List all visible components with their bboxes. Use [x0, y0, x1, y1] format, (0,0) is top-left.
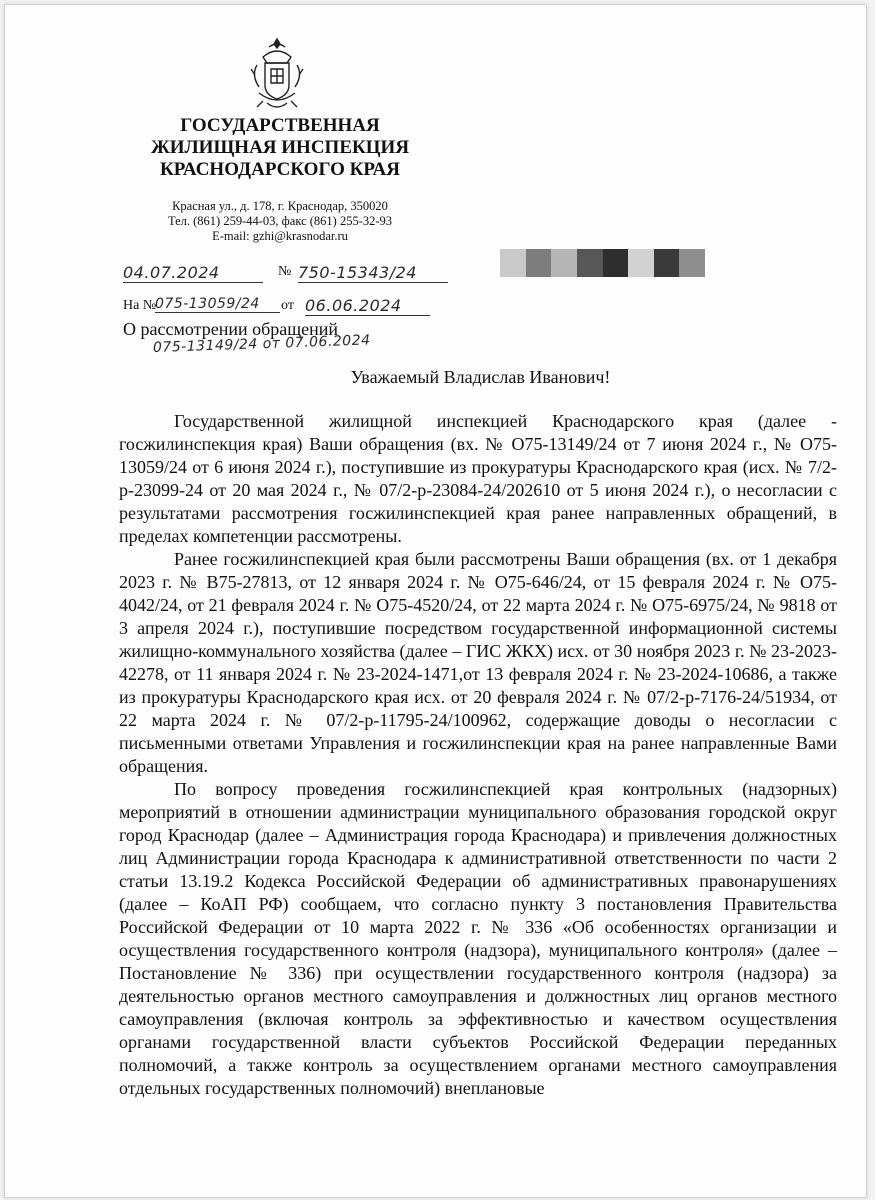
coat-of-arms-icon [247, 35, 307, 113]
redaction-pixel [628, 249, 654, 277]
address-line: Тел. (861) 259-44-03, факс (861) 255-32-93 [167, 214, 393, 228]
address-line: E-mail: gzhi@krasnodar.ru [212, 229, 348, 243]
org-line: ЖИЛИЩНАЯ ИНСПЕКЦИЯ [150, 137, 410, 158]
reply-number: 075-13059/24 [155, 296, 280, 313]
redacted-block [500, 249, 705, 277]
redaction-pixel [577, 249, 603, 277]
outgoing-number: 750-15343/24 [298, 263, 448, 283]
body-paragraph: По вопросу проведения госжилинспекцией края контрольных (надзорных) мероприятий в отношении администрации муниципального образования городской округ город Краснодар (далее – Администрация города Краснодара) и привлечения должностных лиц Администрации города Краснодара к административной ответственности по части 2 статьи 13.19.2 Кодекса Российской Федерации об административных правонарушениях (далее – КоАП РФ) сообщаем, что согласно пункту 3 постановления Правительства Российской Федерации от 10 марта 2022 г. № 336 «Об особенностях организации и осуществления государственного контроля (надзора), муниципального контроля» (далее – Постановление № 336) при осуществлении государственного контроля (надзора) за деятельностью органов местного самоуправления и должностных лиц органов местного самоуправления (включая контроль за эффективностью и качеством осуществления органами государственной власти субъектов Российской Федерации переданных полномочий, а также контроль за осуществлением органами местного самоуправления отдельных государственных полномочий) внеплановые [119, 779, 837, 1098]
organization-address [125, 199, 435, 244]
letter-body [119, 410, 837, 1100]
address-line: Красная ул., д. 178, г. Краснодар, 350020 [172, 199, 388, 213]
redaction-pixel [603, 249, 629, 277]
redaction-pixel [500, 249, 526, 277]
reply-label: На № [123, 298, 157, 313]
greeting: Уважаемый Владислав Иванович! [350, 367, 611, 387]
redaction-pixel [654, 249, 680, 277]
letter-subject: О рассмотрении обращений [123, 319, 338, 339]
org-line: КРАСНОДАРСКОГО КРАЯ [159, 159, 401, 180]
registration-line [120, 263, 460, 285]
redaction-pixel [551, 249, 577, 277]
number-sign: № [278, 264, 292, 279]
body-paragraph: Ранее госжилинспекцией края были рассмотрены Ваши обращения (вх. от 1 декабря 2023 г. № В75-27813, от 12 января 2024 г. № О75-646/24, от 15 февраля 2024 г. № О75-4042/24, от 21 февраля 2024 г. № О75-4520/24, от 22 марта 2024 г. № О75-6975/24, № 9818 от 3 апреля 2024 г.), поступившие посредством государственной информационной системы жилищно-коммунального хозяйства (далее – ГИС ЖКХ) исх. от 30 ноября 2023 г. № 23-2023-42278, от 11 января 2024 г. № 23-2024-1471,от 13 февраля 2024 г. № 23-2024-10686, а также из прокуратуры Краснодарского края исх. от 20 февраля 2024 г. № 07/2-р-7176-24/51934, от 22 марта 2024 г. № 07/2-р-11795-24/100962, содержащие доводы о несогласии с письменными ответами Управления и госжилинспекции края на ранее направленные Вами обращения. [119, 549, 837, 776]
redaction-pixel [679, 249, 705, 277]
redaction-pixel [526, 249, 552, 277]
letter-page [4, 4, 867, 1198]
outgoing-date: 04.07.2024 [123, 263, 263, 283]
body-paragraph: Государственной жилищной инспекцией Краснодарского края (далее - госжилинспекция края) Ваши обращения (вх. № О75-13149/24 от 7 июня 2024 г., № О75-13059/24 от 6 июня 2024 г.), поступившие из прокуратуры Краснодарского края (исх. № 7/2-р-23099-24 от 20 мая 2024 г., № 07/2-р-23084-24/202610 от 5 июня 2024 г.), о несогласии с результатами рассмотрения госжилинспекцией края ранее направленных обращений, в пределах компетенции рассмотрены. [119, 411, 837, 546]
from-label: от [281, 298, 294, 313]
reply-date: 06.06.2024 [305, 296, 430, 316]
org-line: ГОСУДАРСТВЕННАЯ [180, 115, 380, 136]
organization-name [115, 115, 445, 181]
reply-reference-line [123, 295, 463, 317]
subject-handwritten-note: 075-13149/24 от 07.06.2024 [152, 332, 371, 356]
